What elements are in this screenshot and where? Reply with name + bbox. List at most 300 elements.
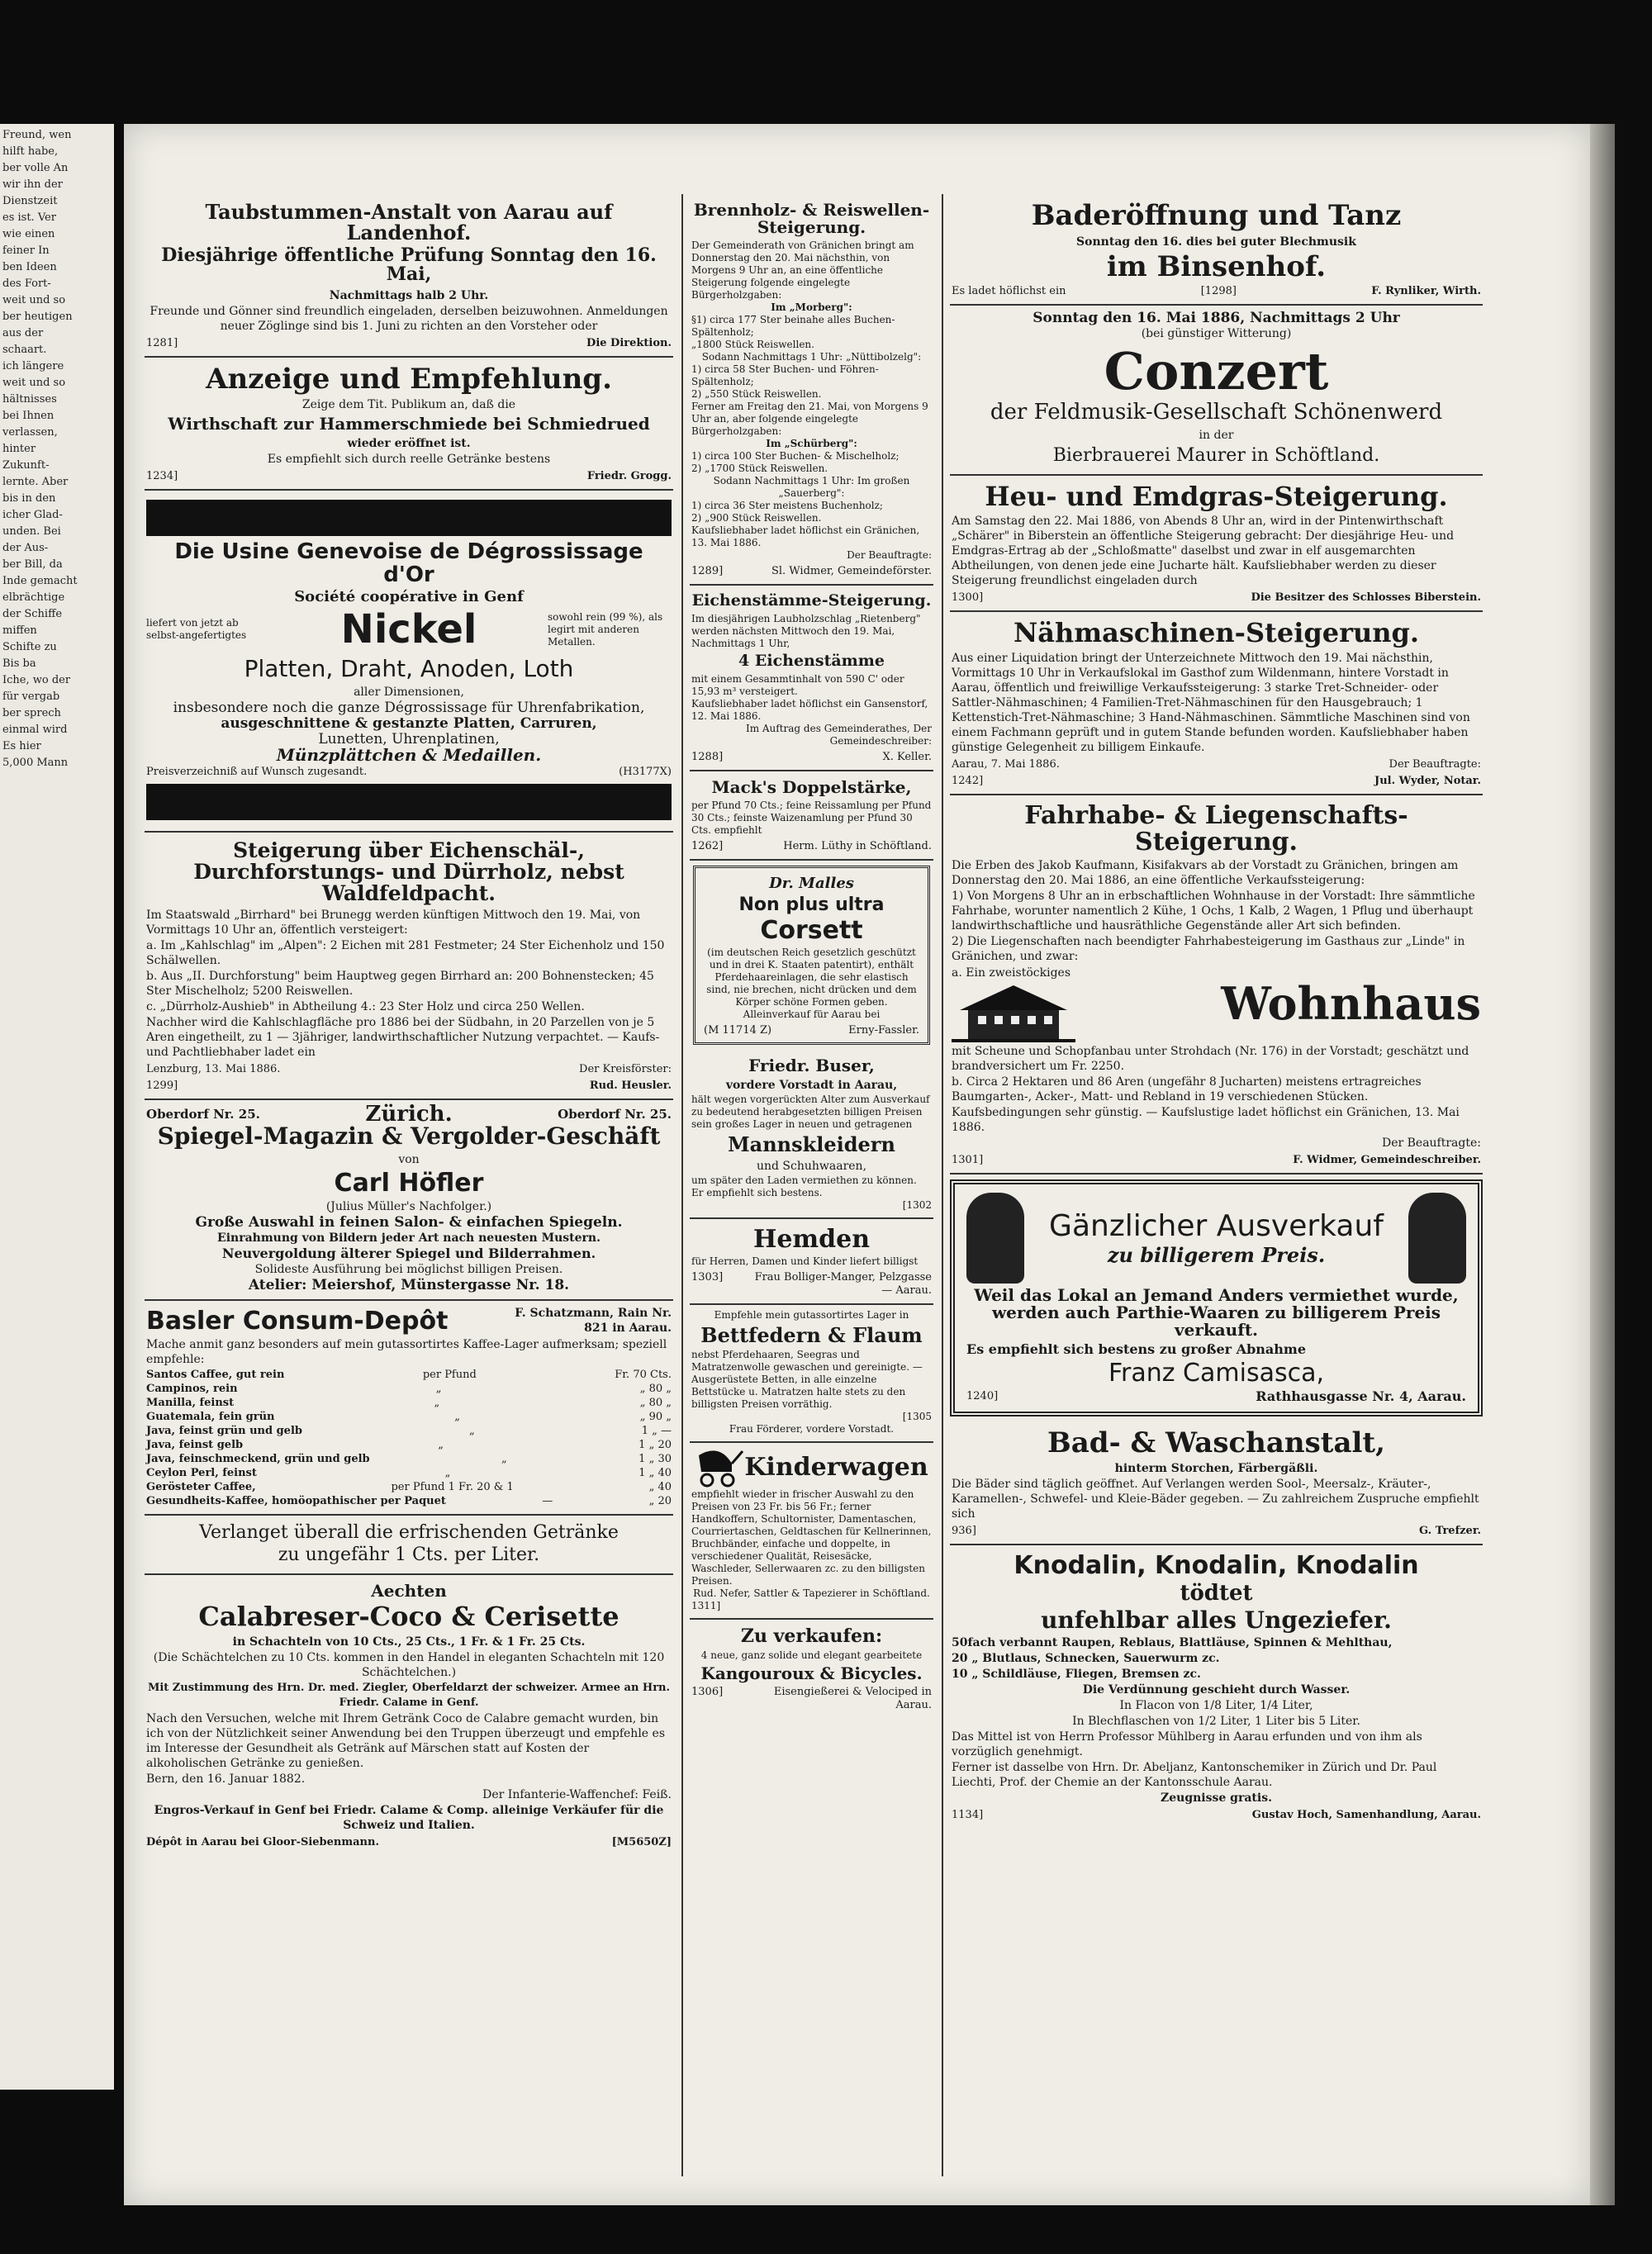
fragment-line: aus der	[2, 327, 44, 339]
ad-ausverkauf	[950, 1179, 1483, 1416]
ad-title: Mannskleidern	[728, 1132, 895, 1157]
ad-line: unfehlbar alles Ungeziefer.	[1041, 1606, 1392, 1635]
ad-signature: Herm. Lüthy in Schöftland.	[783, 839, 932, 852]
ad-signature: Frau Förderer, vordere Vorstadt.	[729, 1423, 895, 1435]
price-row	[146, 1410, 672, 1424]
ad-line: Non plus ultra	[738, 894, 885, 915]
ad-item: 2) Die Liegenschaften nach beendigter Fahrhabesteigerung im Gasthaus zur „Linde" in Gränichen, und zwar:	[952, 935, 1465, 964]
coffee-price: 1 „ 20	[638, 1439, 672, 1452]
coffee-unit: „	[438, 1439, 444, 1452]
ad-line: Mit Zustimmung des Hrn. Dr. med. Ziegler, Oberfeldarzt der schweizer. Armee an Hrn. Friedr. Calame in Genf.	[147, 1682, 671, 1710]
fragment-line: des Fort-	[2, 278, 51, 290]
ad-line: Es empfiehlt sich bestens zu großer Abnahme	[966, 1341, 1306, 1358]
ad-count: 4 Eichenstämme	[738, 651, 885, 670]
ad-usine	[145, 491, 673, 832]
ad-anzeige	[145, 358, 673, 491]
ad-line: der Feldmusik-Gesellschaft Schönenwerd	[990, 400, 1443, 425]
ad-code: (H3177X)	[619, 765, 672, 778]
ad-number: 1242]	[952, 775, 984, 788]
price-row	[146, 1396, 672, 1410]
fragment-line: miffen	[2, 624, 37, 637]
ad-naehmaschinen	[950, 612, 1483, 795]
fragment-line: wie einen	[2, 228, 55, 240]
ad-verlanget	[145, 1516, 673, 1575]
ad-taubstummen	[145, 194, 673, 358]
address-right: Oberdorf Nr. 25.	[558, 1107, 672, 1122]
fragment-line: Freund, wen	[2, 129, 72, 141]
ad-heu-steigerung	[950, 476, 1483, 613]
ad-subtitle: Société coopérative in Genf	[294, 587, 524, 605]
fragment-line: elbrächtige	[2, 591, 65, 604]
ad-line: Es empfiehlt sich durch reelle Getränke bestens	[267, 453, 551, 467]
ad-line: und Schuhwaaren,	[756, 1159, 867, 1173]
ad-place: Lenzburg, 13. Mai 1886.	[146, 1063, 281, 1076]
ad-buser	[690, 1050, 933, 1218]
fragment-line: verlassen,	[2, 426, 58, 439]
ad-place: Aarau, 7. Mai 1886.	[952, 758, 1060, 771]
ad-line: Einrahmung von Bildern jeder Art nach neuesten Mustern.	[217, 1231, 601, 1246]
ad-title: Gänzlicher Ausverkauf	[1049, 1208, 1384, 1243]
ad-title: Spiegel-Magazin & Vergolder-Geschäft	[157, 1122, 661, 1151]
fragment-line: lernte. Aber	[2, 476, 69, 488]
ad-number: [1305	[902, 1411, 932, 1423]
ad-line: Die Verdünnung geschieht durch Wasser.	[1082, 1683, 1351, 1697]
ad-title: Taubstummen-Anstalt von Aarau auf Landenhof.	[205, 200, 613, 245]
fragment-line: weit und so	[2, 294, 66, 306]
ad-body: Im diesjährigen Laubholzschlag „Rietenberg" werden nächsten Mittwoch den 19. Mai, Nachmittags 1 Uhr,	[691, 612, 921, 649]
coffee-name: Gerösteter Caffee,	[146, 1481, 256, 1494]
ad-address: vordere Vorstadt in Aarau,	[725, 1079, 898, 1093]
fragment-line: 5,000 Mann	[2, 757, 69, 769]
ad-body: Am Samstag den 22. Mai 1886, von Abends 8 Uhr an, wird in der Pintenwirthschaft „Schärer" in Biberstein an öffentliche Steigerung gebracht: Der diesjährige Heu- und Emdgras-Ertrag ab der „Schloßmatte" daselbst und zwar in elf ausgemarchten Abtheilungen, von denen jede eine Jucharte hält. Kaufsliebhaber werden zu dieser Steigerung freundlichst eingeladen durch	[952, 515, 1455, 588]
ad-number: 936]	[952, 1525, 976, 1538]
ad-date: Sonntag den 16. Mai 1886, Nachmittags 2 Uhr	[1032, 310, 1400, 327]
ad-pre: Aechten	[371, 1581, 447, 1602]
ad-code: (M 11714 Z)	[704, 1024, 772, 1037]
page-edge	[1590, 124, 1615, 2205]
ad-items: Kangouroux & Bicycles.	[700, 1663, 923, 1684]
ad-signature: Erny-Fassler.	[848, 1024, 919, 1037]
fragment-line: Es hier	[2, 740, 41, 752]
ad-basler-consum	[145, 1301, 673, 1516]
ad-line: Kaufsbedingungen sehr günstig. — Kaufslustige ladet höflichst ein Gränichen, 13. Mai 1886.	[952, 1106, 1460, 1135]
column-rule-1	[681, 194, 683, 2176]
ad-item: b. Circa 2 Hektaren und 86 Aren (ungefähr 8 Jucharten) meistens ertragreiches Baumgarten-, Acker-, Matt- und Rebland in 19 verschiedenen Stücken.	[952, 1075, 1422, 1104]
ad-eichenstaemme	[690, 586, 933, 771]
ad-body: Nachher wird die Kahlschlagfläche pro 1886 bei der Südbahn, in 20 Parzellen von je 5 Aren eingetheilt, zu 1 — 3jähriger, landwirthschaftlicher Nutzung verpachtet. — Kaufs- und Pachtliebhaber ladet ein	[146, 1016, 660, 1060]
fragment-line: der Schiffe	[2, 608, 63, 620]
coffee-name: Java, feinst grün und gelb	[146, 1425, 302, 1438]
ad-body: Die Erben des Jakob Kaufmann, Kisifakvars ab der Vorstadt zu Gränichen, bringen am Donnerstag den 20. Mai 1886, an eine öffentliche Verkaufssteigerung:	[952, 859, 1459, 888]
ad-title: Heu- und Emdgras-Steigerung.	[985, 480, 1448, 512]
ad-wood: Im „Morberg":	[771, 301, 852, 313]
coffee-price: „ 80 „	[639, 1397, 672, 1410]
black-banner	[146, 500, 672, 536]
ad-body: per Pfund 70 Cts.; feine Reissamlung per Pfund 30 Cts.; feinste Waizenamlung per Pfund 30 Cts. empfiehlt	[691, 799, 932, 836]
ad-zurich-spiegel	[145, 1100, 673, 1301]
fragment-line: einmal wird	[2, 724, 68, 736]
ad-line: Es ladet höflichst ein	[952, 285, 1066, 298]
ad-title: Basler Consum-Depôt	[146, 1306, 449, 1336]
ad-line: sowohl rein (99 %), als legirt mit anderen Metallen.	[548, 610, 663, 648]
address-left: Oberdorf Nr. 25.	[146, 1107, 260, 1122]
ad-wood: Im „Schürberg":	[766, 438, 857, 449]
ad-body: 4 neue, ganz solide und elegant gearbeitete	[700, 1649, 923, 1662]
ad-signature: Rud. Nefer, Sattler & Tapezierer in Schöftland.	[693, 1587, 930, 1600]
price-row	[146, 1466, 672, 1480]
price-row	[146, 1438, 672, 1452]
coffee-unit: „	[444, 1467, 451, 1480]
coffee-unit: „	[434, 1397, 440, 1410]
ad-item: 2) „550 Stück Reiswellen.	[691, 388, 822, 400]
coffee-price: „ 40	[648, 1481, 672, 1494]
ad-title: Steigerung über Eichenschäl-, Durchforstungs- und Dürrholz, nebst Waldfeldpacht.	[193, 838, 624, 906]
ad-line: Zeugnisse gratis.	[1161, 1791, 1272, 1806]
ad-number: 1299]	[146, 1080, 178, 1093]
ad-line: tödtet	[1180, 1580, 1253, 1606]
coffee-name: Java, feinst gelb	[146, 1439, 244, 1452]
coffee-name: Ceylon Perl, feinst	[146, 1467, 257, 1480]
ad-role: Der Beauftragte:	[847, 549, 932, 561]
ad-signature: Der Infanterie-Waffenchef: Feiß.	[482, 1788, 672, 1802]
ad-line: Ferner ist dasselbe von Hrn. Dr. Abeljanz, Kantonschemiker in Zürich und Dr. Paul Liechti, Prof. der Chemie an der Kantonsschule Aarau.	[952, 1761, 1437, 1790]
previous-page-text	[0, 124, 114, 775]
ad-title: Anzeige und Empfehlung.	[206, 362, 612, 396]
ad-title: Bad- & Waschanstalt,	[1047, 1426, 1385, 1459]
ad-subtitle: Diesjährige öffentliche Prüfung Sonntag den 16. Mai,	[161, 244, 657, 286]
ad-number: [1302	[902, 1198, 932, 1211]
ad-subtitle: hinterm Storchen, Färbergäßli.	[1114, 1462, 1318, 1476]
ad-code: [M5650Z]	[611, 1836, 672, 1849]
coffee-unit: „	[468, 1425, 475, 1438]
ad-line: Münzplättchen & Medaillen.	[276, 744, 542, 765]
ad-line: zu ungefähr 1 Cts. per Liter.	[278, 1545, 540, 1566]
fragment-line: Iche, wo der	[2, 674, 71, 686]
ad-waschanstalt	[950, 1421, 1483, 1546]
ad-signature: Die Direktion.	[586, 336, 672, 349]
fragment-line: Schifte zu	[2, 641, 57, 653]
ad-line: in der	[1199, 428, 1234, 442]
ad-brennholz	[690, 194, 933, 586]
fragment-line: es ist. Ver	[2, 211, 56, 224]
ad-item: 1) circa 100 Ster Buchen- & Mischelholz;	[691, 450, 900, 462]
ad-name: Franz Camisasca,	[1108, 1359, 1325, 1388]
ad-line: (bei günstiger Witterung)	[1141, 327, 1292, 341]
fragment-line: wir ihn der	[2, 178, 63, 191]
fragment-line: ber volle An	[2, 162, 69, 174]
ad-line: (Julius Müller's Nachfolger.)	[325, 1200, 492, 1214]
ad-wood: Sodann Nachmittags 1 Uhr: Im großen „Sauerberg":	[713, 475, 910, 499]
ad-signature: Rud. Heusler.	[589, 1080, 672, 1093]
fragment-line: hältnisses	[2, 393, 57, 406]
fragment-line: hilft habe,	[2, 145, 59, 158]
ad-name: Friedr. Buser,	[748, 1056, 875, 1076]
ad-signature: Sl. Widmer, Gemeindeförster.	[771, 565, 932, 577]
fragment-line: feiner In	[2, 244, 50, 257]
ad-title: Bettfedern & Flaum	[700, 1323, 923, 1348]
price-row	[146, 1494, 672, 1508]
fragment-line: hinter	[2, 443, 36, 455]
ad-line: 20 „ Blutlaus, Schnecken, Sauerwurm zc.	[952, 1652, 1220, 1666]
ad-location: im Binsenhof.	[1106, 249, 1327, 283]
coffee-price: „ 20	[648, 1495, 672, 1508]
ad-title: Calabreser-Coco & Cerisette	[198, 1601, 620, 1633]
ad-line: ausgeschnittene & gestanzte Platten, Carruren,	[221, 714, 597, 732]
ad-bettfedern	[690, 1305, 933, 1443]
coffee-name: Gesundheits-Kaffee, homöopathischer per Paquet	[146, 1495, 446, 1508]
price-row	[146, 1480, 672, 1494]
ad-signature: Die Besitzer des Schlosses Biberstein.	[1251, 591, 1481, 605]
fragment-line: Inde gemacht	[2, 575, 78, 587]
ad-line: Kaufsliebhaber ladet höflichst ein Gränichen, 13. Mai 1886.	[691, 524, 920, 548]
ad-item: 2) „900 Stück Reiswellen.	[691, 512, 822, 524]
ad-highlight: Wirthschaft zur Hammerschmiede bei Schmiedrued	[168, 414, 650, 434]
ad-line: Das Mittel ist von Herrn Professor Mühlberg in Aarau erfunden und von ihm als vorzüglich genehmigt.	[952, 1730, 1422, 1759]
ad-mack	[690, 771, 933, 861]
ad-corsett	[693, 866, 930, 1045]
ad-signature: Frau Bolliger-Manger, Pelzgasse — Aarau.	[754, 1271, 932, 1298]
fragment-line: Bis ba	[2, 657, 36, 670]
ad-body: Ferner am Freitag den 21. Mai, von Morgens 9 Uhr an, aber folgende eingelegte Bürgerholzgaben:	[691, 401, 928, 437]
coffee-name: Guatemala, fein grün	[146, 1411, 275, 1424]
fragment-line: Zukunft-	[2, 459, 50, 472]
ad-title: Kinderwagen	[744, 1453, 928, 1483]
ad-number: 1262]	[691, 839, 724, 852]
ad-number: 1288]	[691, 750, 724, 763]
ad-line: Engros-Verkauf in Genf bei Friedr. Calame & Comp. alleinige Verkäufer für die Schweiz und Italien.	[154, 1804, 664, 1833]
ad-line: Verlanget überall die erfrischenden Getränke	[199, 1522, 619, 1544]
ad-line: insbesondere noch die ganze Dégrossissage für Uhrenfabrikation,	[173, 699, 645, 716]
ad-title: Conzert	[1104, 341, 1329, 402]
house-icon	[952, 981, 1075, 1043]
ad-body: nebst Pferdehaaren, Seegras und Matratzenwolle gewaschen und gereinigte. — Ausgerüstete Betten, in alle einzelne Bettstücke u. Matratzen halte stets zu den billigsten Preisen vorräthig.	[691, 1349, 923, 1411]
coffee-price: „ 90 „	[639, 1411, 672, 1424]
pointing-hand-icon	[966, 1193, 1024, 1284]
coffee-price-list	[146, 1368, 672, 1508]
coffee-unit: —	[542, 1495, 553, 1508]
ad-body: für Herren, Damen und Kinder liefert billigst	[691, 1255, 919, 1268]
ad-line: 10 „ Schildläuse, Fliegen, Bremsen zc.	[952, 1668, 1201, 1682]
fragment-line: ber Bill, da	[2, 558, 63, 571]
ad-conzert	[950, 306, 1483, 475]
fragment-line: der Aus-	[2, 542, 49, 554]
ad-hemden	[690, 1219, 933, 1306]
ad-product: Nickel	[340, 605, 477, 652]
fragment-line: unden. Bei	[2, 525, 61, 538]
ad-products: Platten, Draht, Anoden, Loth	[244, 655, 574, 683]
ad-fahrhabe	[950, 795, 1483, 1174]
ad-kinderwagen	[690, 1443, 933, 1620]
ad-location: Bierbrauerei Maurer in Schöftland.	[1052, 444, 1380, 466]
coffee-unit: per Pfund 1 Fr. 20 & 1	[391, 1481, 514, 1494]
ad-signature: X. Keller.	[882, 750, 932, 763]
ad-number: 1234]	[146, 470, 178, 483]
ad-line: Solideste Ausführung bei möglichst billigen Preisen.	[254, 1263, 563, 1277]
fragment-line: ber heutigen	[2, 311, 73, 323]
ad-line: Große Auswahl in feinen Salon- & einfachen Spiegeln.	[195, 1214, 623, 1231]
fragment-line: Dienstzeit	[2, 195, 58, 207]
ad-signature: F. Rynliker, Wirth.	[1371, 285, 1481, 298]
coffee-name: Java, feinschmeckend, grün und gelb	[146, 1453, 370, 1466]
coffee-unit: „	[501, 1453, 507, 1466]
price-row	[146, 1368, 672, 1382]
ad-line: Empfehle mein gutassortirtes Lager in	[714, 1309, 909, 1322]
ad-body: Die Bäder sind täglich geöffnet. Auf Verlangen werden Sool-, Meersalz-, Kräuter-, Karamellen-, Schwefel- und Kleie-Bäder gegeben. — Zu zahlreichem Zuspruche empfiehlt sich	[952, 1478, 1479, 1521]
ad-line: Dépôt in Aarau bei Gloor-Siebenmann.	[146, 1836, 379, 1849]
ad-number: [1298]	[1200, 285, 1237, 298]
ad-body: Im Staatswald „Birrhard" bei Brunegg werden künftigen Mittwoch den 19. Mai, von Vormittags 10 Uhr an, öffentlich versteigert:	[146, 909, 641, 937]
coffee-unit: „	[454, 1411, 460, 1424]
column-middle	[690, 194, 933, 1718]
coffee-name: Manilla, feinst	[146, 1397, 235, 1410]
fragment-line: ben Ideen	[2, 261, 57, 273]
ad-line: in Schachteln von 10 Cts., 25 Cts., 1 Fr. & 1 Fr. 25 Cts.	[232, 1635, 586, 1649]
ad-item: a. Im „Kahlschlag" im „Alpen": 2 Eichen mit 281 Festmeter; 24 Ster Eichenholz und 150 Schälwellen.	[146, 939, 665, 968]
ad-body: mit einem Gesammtinhalt von 590 C' oder 15,93 m³ versteigert.	[691, 672, 904, 697]
ad-body: Mache anmit ganz besonders auf mein gutassortirtes Kaffee-Lager aufmerksam; speziell empfehle:	[146, 1338, 667, 1367]
ad-line: Atelier: Meiershof, Münstergasse Nr. 18.	[248, 1277, 570, 1294]
ad-line: Kaufsliebhaber ladet höflichst ein Gansenstorf, 12. Mai 1886.	[691, 697, 928, 722]
column-left	[145, 194, 673, 1855]
ad-body: hält wegen vorgerückten Alter zum Ausverkauf zu bedeutend herabgesetzten billigen Preisen sein großes Lager in neuen und getragenen	[691, 1094, 930, 1131]
fragment-line: icher Glad-	[2, 509, 63, 521]
ad-number: 1301]	[952, 1154, 984, 1167]
ad-item: §1) circa 177 Ster beinahe alles Buchen-Spältenholz;	[691, 314, 895, 338]
previous-page-fragment	[0, 124, 114, 2090]
ad-subtitle: zu billigerem Preis.	[1107, 1243, 1326, 1268]
fragment-line: ich längere	[2, 360, 64, 373]
ad-signature: Friedr. Grogg.	[586, 470, 672, 483]
ad-number: 1289]	[691, 565, 724, 577]
coffee-price: Fr. 70 Cts.	[615, 1369, 672, 1382]
ad-title: Eichenstämme-Steigerung.	[691, 591, 932, 610]
coffee-price: 1 „ 30	[638, 1453, 672, 1466]
ad-signature: Eisengießerei & Velociped in Aarau.	[773, 1686, 932, 1712]
ad-item: „1800 Stück Reiswellen.	[691, 339, 814, 350]
ad-title: Mack's Doppelstärke,	[711, 776, 912, 797]
newspaper-page	[124, 124, 1590, 2205]
ad-title: Zu verkaufen:	[740, 1625, 883, 1648]
ad-owner: F. Schatzmann, Rain Nr. 821 in Aarau.	[515, 1307, 672, 1336]
price-row	[146, 1382, 672, 1396]
ad-line: wieder eröffnet ist.	[347, 437, 471, 451]
ad-address: Rathhausgasse Nr. 4, Aarau.	[1256, 1388, 1466, 1404]
ad-line: aller Dimensionen,	[354, 685, 464, 699]
ad-title: Nähmaschinen-Steigerung.	[1014, 617, 1419, 649]
ad-item: a. Ein zweistöckiges	[952, 966, 1071, 980]
ad-eichenschael	[145, 833, 673, 1101]
ad-calabreser	[145, 1575, 673, 1855]
ad-body: Der Gemeinderath von Gränichen bringt am Donnerstag den 20. Mai nächsthin, von Morgens 9 Uhr an, an eine öffentliche Steigerung folgende eingelegte Bürgerholzgaben:	[691, 240, 914, 301]
fragment-line: bei Ihnen	[2, 410, 55, 422]
ad-subtitle: Sonntag den 16. dies bei guter Blechmusik	[1076, 235, 1356, 249]
price-row	[146, 1424, 672, 1438]
column-rule-2	[942, 194, 943, 2176]
ad-signature: G. Trefzer.	[1419, 1525, 1481, 1538]
column-right	[950, 194, 1483, 1828]
black-banner	[146, 784, 672, 820]
ad-body: (im deutschen Reich gesetzlich geschützt und in drei K. Staaten patentirt), enthält Pferdehaareinlagen, die sehr elastisch sind, nie brechen, nicht drücken und dem Körper schöne Formen geben. Alleinverkauf für Aarau bei	[706, 947, 917, 1021]
ad-title: Brennholz- & Reiswellen-Steigerung.	[693, 200, 930, 237]
ad-item: 2) „1700 Stück Reiswellen.	[691, 463, 828, 474]
coffee-name: Campinos, rein	[146, 1383, 238, 1396]
ad-line: Zeige dem Tit. Publikum an, daß die	[301, 398, 516, 412]
ad-title: Corsett	[760, 915, 863, 945]
ad-baderoeffnung	[950, 194, 1483, 306]
ad-role: Der Beauftragte:	[1381, 1136, 1481, 1151]
coffee-name: Santos Caffee, gut rein	[146, 1369, 285, 1382]
ad-title: Fahrhabe- & Liegenschafts-Steigerung.	[1024, 801, 1408, 857]
ad-signature: F. Widmer, Gemeindeschreiber.	[1293, 1154, 1481, 1167]
ad-body: empfiehlt wieder in frischer Auswahl zu den Preisen von 23 Fr. bis 56 Fr.; ferner Handkoffern, Schultornister, Damentaschen, Courriertaschen, Geldtaschen für Kellnerinnen, Bruchbänder, einfache und doppelte, in verschiedener Qualität, Reisesäcke, Waschleder, Sellerwaaren zc. zu den billigsten Preisen.	[691, 1488, 932, 1587]
ad-wood: Sodann Nachmittags 1 Uhr: „Nüttibolzelg":	[701, 351, 922, 363]
fragment-line: weit und so	[2, 377, 66, 389]
fragment-line: bis in den	[2, 492, 56, 505]
ad-item: mit Scheune und Schopfanbau unter Strohdach (Nr. 176) in der Vorstadt; geschätzt und brandversichert um Fr. 2250.	[952, 1045, 1469, 1074]
ad-title: Die Usine Genevoise de Dégrossissage d'Or	[174, 539, 643, 587]
ad-line: Lunetten, Uhrenplatinen,	[318, 730, 500, 747]
ad-role: Der Beauftragte:	[1389, 758, 1481, 771]
ad-date: Bern, den 16. Januar 1882.	[146, 1772, 306, 1787]
ad-name: Carl Höfler	[334, 1168, 484, 1198]
ad-title: Baderöffnung und Tanz	[1031, 199, 1402, 232]
ad-number: 1281]	[146, 336, 178, 349]
ad-title: Knodalin, Knodalin, Knodalin	[1014, 1551, 1419, 1581]
ad-number: 1303]	[691, 1271, 724, 1284]
fragment-line: ber sprech	[2, 707, 61, 719]
ad-line: liefert von jetzt ab selbst-angefertigtes	[146, 617, 247, 642]
ad-item: 1) Von Morgens 8 Uhr an in erbschaftlichen Wohnhause in der Vorstadt: Ihre sämmtliche Fahrhabe, worunter namentlich 2 Kühe, 1 Ochs, 1 Kalb, 2 Wagen, 1 Pflug und überhaupt landwirthschaftliche und hausräthliche Gegenstände aller Art sich befinden.	[952, 890, 1475, 933]
ad-line: (Die Schächtelchen zu 10 Cts. kommen in den Handel in eleganten Schachteln mit 120 Schächtelchen.)	[153, 1651, 665, 1680]
ad-signature: Gustav Hoch, Samenhandlung, Aarau.	[1251, 1809, 1481, 1822]
fragment-line: schaart.	[2, 344, 47, 356]
ad-role: Im Auftrag des Gemeinderathes, Der Gemeindeschreiber:	[745, 722, 932, 747]
ad-highlight: Wohnhaus	[1221, 977, 1481, 1031]
ad-number: 1240]	[966, 1389, 999, 1402]
coffee-price: 1 „ —	[641, 1425, 672, 1438]
price-row	[146, 1452, 672, 1466]
ad-body: um später den Laden vermiethen zu können. Er empfiehlt sich bestens.	[691, 1174, 917, 1198]
ad-number: 1300]	[952, 591, 984, 605]
ad-line: Preisverzeichniß auf Wunsch zugesandt.	[146, 765, 368, 778]
ad-line: In Flacon von 1/8 Liter, 1/4 Liter,	[1119, 1699, 1313, 1713]
city: Zürich.	[365, 1102, 453, 1127]
ad-number: 1306]	[691, 1686, 724, 1699]
ad-body: Nach den Versuchen, welche mit Ihrem Getränk Coco de Calabre gemacht wurden, bin ich von der Nützlichkeit seiner Anwendung bei den Truppen überzeugt und empfehle es im Interesse der Gesundheit als Getränk auf Märschen statt auf Kosten der alkoholischen Getränke zu genießen.	[146, 1712, 666, 1771]
pram-icon	[695, 1447, 744, 1488]
coffee-unit: per Pfund	[422, 1369, 477, 1382]
ad-line: von	[398, 1152, 420, 1166]
ad-body: Freunde und Gönner sind freundlich eingeladen, derselben beizuwohnen. Anmeldungen neuer Zöglinge sind bis 1. Juni zu richten an den Vorsteher oder	[150, 304, 668, 333]
ad-line: In Blechflaschen von 1/2 Liter, 1 Liter bis 5 Liter.	[1072, 1715, 1360, 1729]
ad-item: c. „Dürrholz-Aushieb" in Abtheilung 4.: 23 Ster Holz und circa 250 Wellen.	[146, 1000, 585, 1014]
ad-pre: Dr. Malles	[769, 874, 854, 892]
ad-time: Nachmittags halb 2 Uhr.	[329, 288, 489, 302]
ad-zu-verkaufen	[690, 1620, 933, 1718]
ad-item: 1) circa 58 Ster Buchen- und Föhren-Spältenholz;	[691, 363, 879, 387]
ad-number: 1134]	[952, 1809, 984, 1822]
coffee-unit: „	[435, 1383, 442, 1396]
coffee-price: „ 80 „	[639, 1383, 672, 1396]
ad-role: Der Kreisförster:	[579, 1063, 672, 1076]
ad-item: 1) circa 36 Ster meistens Buchenholz;	[691, 500, 883, 511]
ad-knodalin	[950, 1545, 1483, 1828]
coffee-price: 1 „ 40	[638, 1467, 672, 1480]
ad-number: 1311]	[691, 1600, 721, 1612]
fragment-line: für vergab	[2, 690, 60, 703]
pointing-hand-icon	[1408, 1193, 1466, 1284]
ad-body: Aus einer Liquidation bringt der Unterzeichnete Mittwoch den 19. Mai nächsthin, Vormittags 10 Uhr in Verkaufslokal im Gasthof zum Wildenmann, hintere Vorstadt in Aarau, öffentlich und freiwillige Verkaufssteigerung: 3 starke Tret-Schneider- oder Sattler-Nähmaschinen; 4 Familien-Tret-Nähmaschinen für den Hausgebrauch; 1 Kettenstich-Tret-Nähmaschine; 3 Hand-Nähmaschinen. Sämmtliche Maschinen sind von einem Fachmann geprüft und in gutem Stande befunden worden. Kaufsliebhaber haben günstige Gelegenheit zu billigem Einkaufe.	[952, 652, 1470, 755]
